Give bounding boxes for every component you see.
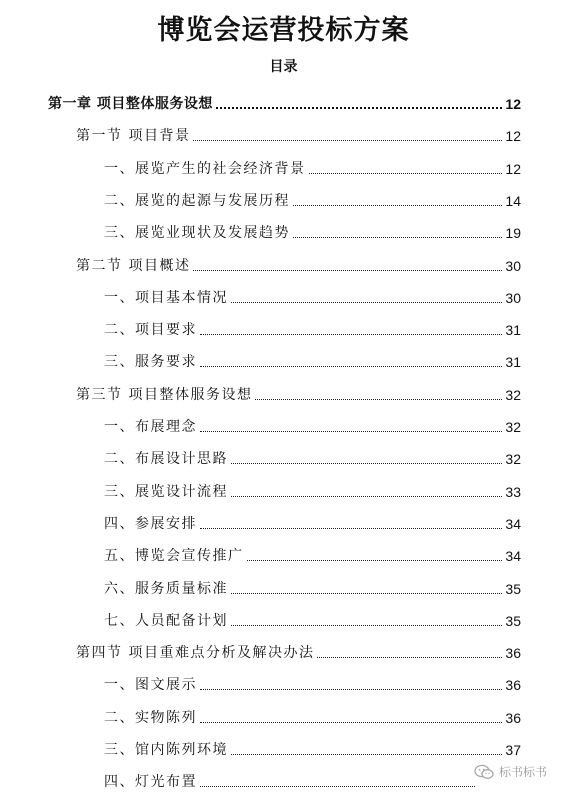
toc-dot-leader — [200, 528, 502, 529]
toc-dot-leader — [200, 722, 502, 723]
toc-entry[interactable] — [76, 635, 521, 661]
toc-entry[interactable] — [104, 344, 521, 370]
toc-dot-leader — [231, 302, 502, 303]
toc-entry-label: 二、项目要求 — [104, 322, 197, 339]
toc-dot-leader — [247, 560, 503, 561]
toc-dot-leader — [200, 689, 502, 690]
toc-entry[interactable] — [104, 764, 478, 790]
toc-dot-leader — [231, 625, 502, 626]
toc-entry[interactable] — [104, 474, 521, 500]
toc-entry[interactable] — [104, 215, 521, 241]
toc-dot-leader — [231, 593, 502, 594]
toc-dot-leader — [293, 205, 502, 206]
toc-page-number: 36 — [505, 645, 521, 662]
toc-entry[interactable] — [104, 506, 521, 532]
toc-dot-leader — [255, 399, 502, 400]
toc-entry-label: 第一章 项目整体服务设想 — [48, 96, 213, 112]
toc-entry-label: 三、馆内陈列环境 — [104, 742, 228, 758]
toc-entry[interactable] — [104, 732, 521, 758]
document-title: 博览会运营投标方案 — [157, 15, 410, 46]
toc-dot-leader — [309, 173, 503, 174]
toc-dot-leader — [231, 754, 502, 755]
toc-page-number: 34 — [505, 548, 521, 565]
toc-entry[interactable] — [48, 86, 521, 112]
toc-entry[interactable] — [76, 248, 521, 274]
toc-dot-leader — [200, 366, 502, 367]
toc-entry-label: 三、服务要求 — [104, 354, 197, 371]
toc-entry-label: 一、展览产生的社会经济背景 — [104, 160, 306, 177]
toc-entry-label: 第二节 项目概述 — [76, 257, 191, 274]
toc-dot-leader — [200, 334, 502, 335]
toc-page-number: 35 — [505, 580, 521, 597]
toc-heading: 目录 — [269, 59, 298, 75]
toc-dot-leader — [200, 431, 502, 432]
toc-page-number: 14 — [505, 192, 521, 209]
toc-page-number: 32 — [505, 386, 521, 403]
toc-entry-label: 六、服务质量标准 — [104, 580, 228, 597]
toc-entry[interactable] — [104, 183, 521, 209]
toc-page-number: 36 — [505, 677, 521, 694]
toc-entry[interactable] — [104, 603, 521, 629]
toc-dot-leader — [200, 786, 475, 787]
toc-dot-leader — [216, 107, 503, 109]
toc-page-number: 37 — [505, 742, 521, 758]
toc-entry-label: 一、布展理念 — [104, 419, 197, 435]
toc-entry[interactable] — [104, 441, 521, 467]
toc-entry-label: 第三节 项目整体服务设想 — [76, 386, 253, 403]
toc-entry-label: 四、灯光布置 — [104, 774, 197, 791]
toc-page-number: 32 — [505, 419, 521, 435]
toc-entry[interactable] — [104, 667, 521, 693]
toc-entry-label: 一、项目基本情况 — [104, 289, 228, 306]
toc-page-number: 35 — [505, 612, 521, 629]
toc-entry[interactable] — [104, 151, 521, 177]
toc-page-number: 12 — [505, 160, 521, 177]
toc-entry[interactable] — [104, 409, 521, 435]
toc-entry-label: 四、参展安排 — [104, 515, 197, 532]
toc-page-number: 33 — [505, 483, 521, 500]
toc-entry-label: 五、博览会宣传推广 — [104, 548, 244, 565]
toc-entry-label: 三、展览业现状及发展趋势 — [104, 225, 290, 242]
toc-entry[interactable] — [104, 538, 521, 564]
toc-page-number: 30 — [505, 257, 521, 274]
toc-page-number: 12 — [505, 96, 521, 112]
toc-dot-leader — [193, 140, 502, 141]
watermark — [474, 763, 547, 780]
toc-entry[interactable] — [76, 377, 521, 403]
toc-dot-leader — [231, 463, 502, 464]
toc-entry-label: 二、布展设计思路 — [104, 451, 228, 468]
toc-page-number: 31 — [505, 322, 521, 339]
toc-entry-label: 第一节 项目背景 — [76, 128, 191, 145]
toc-page-number: 19 — [505, 225, 521, 242]
toc-page-number: 36 — [505, 709, 521, 726]
toc-entry-label: 二、展览的起源与发展历程 — [104, 192, 290, 209]
wechat-icon — [474, 764, 494, 780]
toc-entry-label: 一、图文展示 — [104, 677, 197, 694]
toc-entry-label: 第四节 项目重难点分析及解决办法 — [76, 645, 315, 662]
toc-entry[interactable] — [104, 571, 521, 597]
toc-page-number: 12 — [505, 128, 521, 145]
toc-dot-leader — [293, 237, 502, 238]
toc-dot-leader — [193, 270, 502, 271]
watermark-text: 标书标书 — [498, 765, 547, 779]
toc-page-number: 31 — [505, 354, 521, 371]
toc-entry-label: 七、人员配备计划 — [104, 612, 228, 629]
toc-dot-leader — [317, 657, 502, 658]
toc-entry-label: 二、实物陈列 — [104, 709, 197, 726]
toc-dot-leader — [231, 496, 502, 497]
toc-entry-label: 三、展览设计流程 — [104, 483, 228, 500]
toc-entry[interactable] — [104, 280, 521, 306]
toc-entry[interactable] — [104, 700, 521, 726]
toc-entry[interactable] — [104, 312, 521, 338]
toc-page-number: 30 — [505, 289, 521, 306]
toc-page-number: 32 — [505, 451, 521, 468]
toc-entry[interactable] — [76, 118, 521, 144]
toc-page-number: 34 — [505, 515, 521, 532]
